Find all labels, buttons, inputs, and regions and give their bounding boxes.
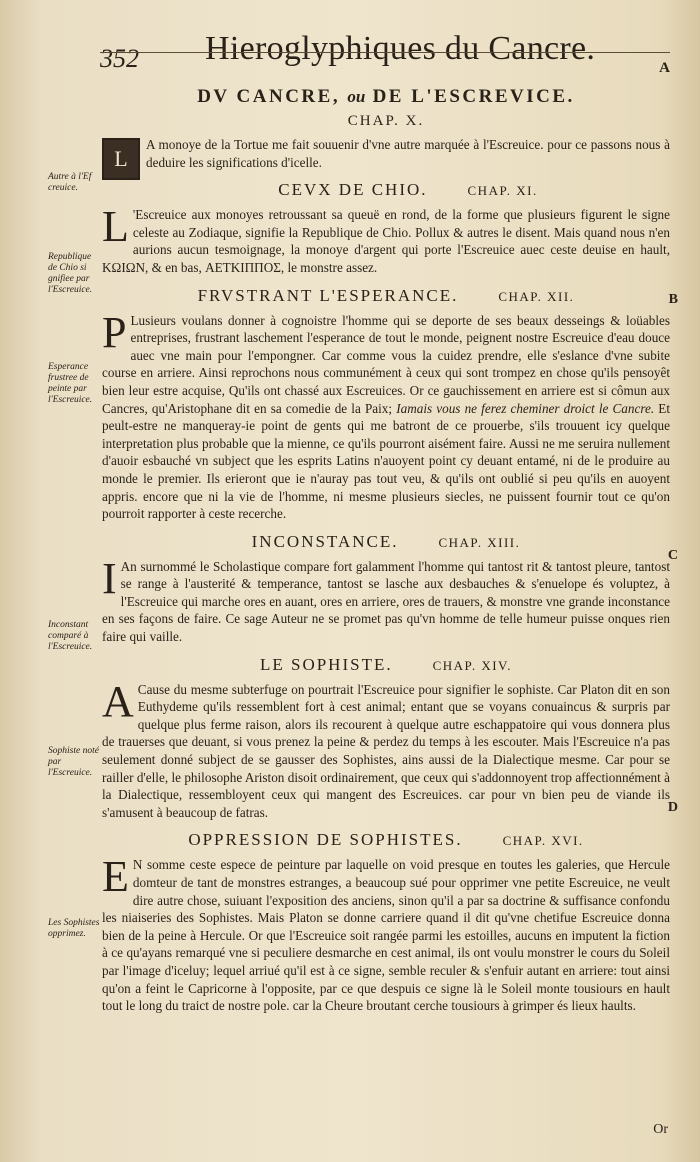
section-esperance: [102, 285, 670, 523]
drop-cap: A: [102, 676, 134, 726]
chapter-label: CHAP. X.: [347, 113, 425, 129]
paragraph: [102, 852, 670, 1014]
paragraph-text: Cause du mesme subterfuge on pourtrait l'Escreuice pour signifier le sophiste. Car Platon dit en son Euthydeme qu'ils ressemblent fort à cest animal; entant que se voyans conuaincus & surpris par quelque plus ferme raison, alors ils recourent à quelque autre eschappatoire qui vous donnera plus de trauerses que deuant, si vous prenez la peine & perdez du temps à les escouter. Mais l'Escreuice n'a pas seulement donné subject de se gausser des Sophistes, ains aussi de la Dialectique mesme. Car pour se railler d'elle, le philosophe Ariston disoit ordinairement, que ceux qui s'addonnoyent trop affectionnément à la Dialectique, ressembloyent ceux qui mangent des Escreuices. car pour vn bien peu de viande ils s'amusent à beaucoup de fatras.: [102, 681, 670, 820]
margin-note: Les Sophistes opprimez.: [48, 918, 100, 939]
signature-mark: A: [659, 60, 670, 76]
paragraph-text: An surnommé le Scholastique compare fort galamment l'homme qui tantost rit & tantost pleure, tantost se range à l'austerité & temperance, tantost se lasche aux desbauches & s'enuelope és voluptez, à l'Escreuice qui marche ores en auant, ores en arriere, ores de trauers, & monstre vne grande inconstance en ses façons de faire. Ce sage Auteur ne se promet pas qu'vn homme de telle humeur puisse onques rien faire qui vaille.: [102, 558, 670, 645]
paragraph: [102, 307, 671, 523]
book-title: [102, 85, 670, 109]
section-chapter: CHAP. XVI.: [502, 833, 584, 849]
paragraph-text: N somme ceste espece de peinture par laquelle on void presque en toutes les galeries, que Hercule domteur de tant de monstres estranges, a beaucoup sué pour opprimer vne petite Escreuice, ne veult dire autre chose, suiuant l'exposition des anciens, sinon qu'il a par sa doctrine & suffisance confondu les niaiseries des Sophistes. Mais Platon se donne carriere quand il dit qu'vne chetifue Escreuice donna bien de la peine à Hercule. Or que l'Escreuice soit rangée parmi les estoilles, aucuns en imputent la fiction à ce qu'ayans remarqué vne si peculiere desmarche en cest animal, ils ont voulu monstrer le cours du Soleil par l'image d'iceluy; lequel arriué qu'il est à ce signe, semble reculer & s'enfuir autant en arriere: tout ainsi qu'on a feint le Capricorne à l'opposite, par ce que despuis ce signe là le Soleil monte tousiours en hault tout le long du traict de nostre pole. car la Cheure broutant cerche tousiours à grimper és lieux haults.: [102, 857, 670, 1014]
page-body: [102, 85, 670, 1017]
section-heading: [102, 531, 670, 554]
section-chapter: CHAP. XIII.: [438, 534, 521, 550]
margin-note: Autre à l'Ef creuice.: [48, 172, 92, 193]
section-title: FRVSTRANT L'ESPERANCE.: [197, 285, 459, 305]
section-oppression: [102, 829, 670, 1014]
paragraph: [102, 136, 670, 171]
section-chapter: CHAP. XI.: [467, 183, 538, 199]
side-letter: C: [667, 548, 678, 563]
page-header: [0, 22, 700, 76]
header-rule: [100, 52, 670, 53]
ornamental-initial: L: [102, 138, 140, 180]
side-letter: D: [667, 800, 678, 815]
catchword: Or: [653, 1122, 668, 1137]
drop-cap: L: [102, 202, 129, 252]
section-title: INCONSTANCE.: [251, 531, 399, 551]
section-title: OPPRESSION DE SOPHISTES.: [188, 830, 463, 850]
drop-cap: I: [102, 553, 117, 603]
title-left: DV CANCRE,: [197, 86, 341, 107]
margin-note: Republique de Chio si gnifiee par l'Escreuice.: [48, 252, 93, 295]
section-chapter: CHAP. XIV.: [432, 657, 513, 673]
section-title: LE SOPHISTE.: [259, 654, 393, 674]
section-chapter: CHAP. XII.: [498, 288, 575, 304]
paragraph: [102, 676, 670, 822]
margin-note: Inconstant comparé à l'Escreuice.: [48, 620, 93, 652]
paragraph-text: A monoye de la Tortue me fait souuenir d'vne autre marquée à l'Escreuice. pour ce passons nous à deduire les significations d'icelle.: [146, 137, 670, 170]
paragraph: [102, 202, 670, 276]
section-heading: [102, 285, 670, 308]
section-title: CEVX DE CHIO.: [278, 180, 428, 200]
quoted-proverb: Iamais vous ne ferez cheminer droict le Cancre.: [396, 400, 655, 416]
page-number: 352: [100, 44, 139, 73]
section-sophiste: [102, 654, 670, 822]
section-heading: [102, 829, 670, 852]
paragraph-text: 'Escreuice aux monoyes retroussant sa queuë en rond, de la forme que plusieurs figurent le signe celeste au Zodiaque, signifie la Republique de Chio. Pollux & autres le disent. Mais quand nous n'en aurions aucun tesmoignage, la monoye d'argent qui porte l'Escreuice auec ceste deuise en hault, ΚΩΙΩΝ, & en bas, ΑΕΤΚΙΠΠΟΣ, le monstre assez.: [102, 207, 670, 275]
drop-cap: E: [102, 852, 129, 902]
drop-cap: P: [102, 307, 127, 357]
section-inconstance: [102, 531, 670, 646]
section-intro: [102, 136, 670, 171]
paragraph: [102, 553, 670, 646]
margin-note: Sophiste noté par l'Escreuice.: [48, 746, 99, 778]
title-ou: ou: [347, 87, 366, 106]
section-heading: [102, 654, 670, 677]
title-right: DE L'ESCREVICE.: [372, 86, 575, 107]
running-head: Hieroglyphiques du Cancre.: [205, 30, 596, 67]
paragraph-text: Lusieurs voulans donner à cognoistre l'homme qui se deporte de ses beaux desseings & loüables entreprises, frustrant laschement l'esperance de tout le monde, peignent nostre Escreuice d'eau douce auec vne main pour l'empongner. Car comme vous la cuidez prendre, elle s'eslance d'vne subite course en arriere. Ainsi reprochons nous communément à ceux qui sont trompez en chose qu'ils pensoyêt bien leur estre acquise, Qu'ils ont chassé aux Escreuices. Or ce gauchissement en arriere est si cômun aux Cancres, qu'Aristophane dit en sa comedie de la Paix;: [102, 312, 670, 416]
paragraph-text-continued: Et peult-estre ne manqueray-ie point de gents qui me batront de ce prouerbe, s'ils trouuent icy quelque interpretation plus probable que la mienne, ce qu'ils pourront aisément faire. Aussi ne me seruira nullement d'auoir esbauché vn subject que les esprits Latins n'auoyent point cy deuant entamé, ni de le produire au monde le premier. Ils erieront que ie n'auray pas tout veu, & qu'ils ont oublié si peu qu'ils en auoyent appris. encore que ni la vie de l'homme, ni mesme plusieurs siecles, ne puissent fournir tout ce qu'on pourroit rapporter à ceste recerche.: [102, 400, 671, 522]
side-letter: B: [668, 292, 678, 307]
section-heading: [146, 179, 670, 202]
section-chio: [102, 179, 670, 276]
margin-note: Esperance frustree de peinte par l'Escreuice.: [48, 362, 93, 405]
